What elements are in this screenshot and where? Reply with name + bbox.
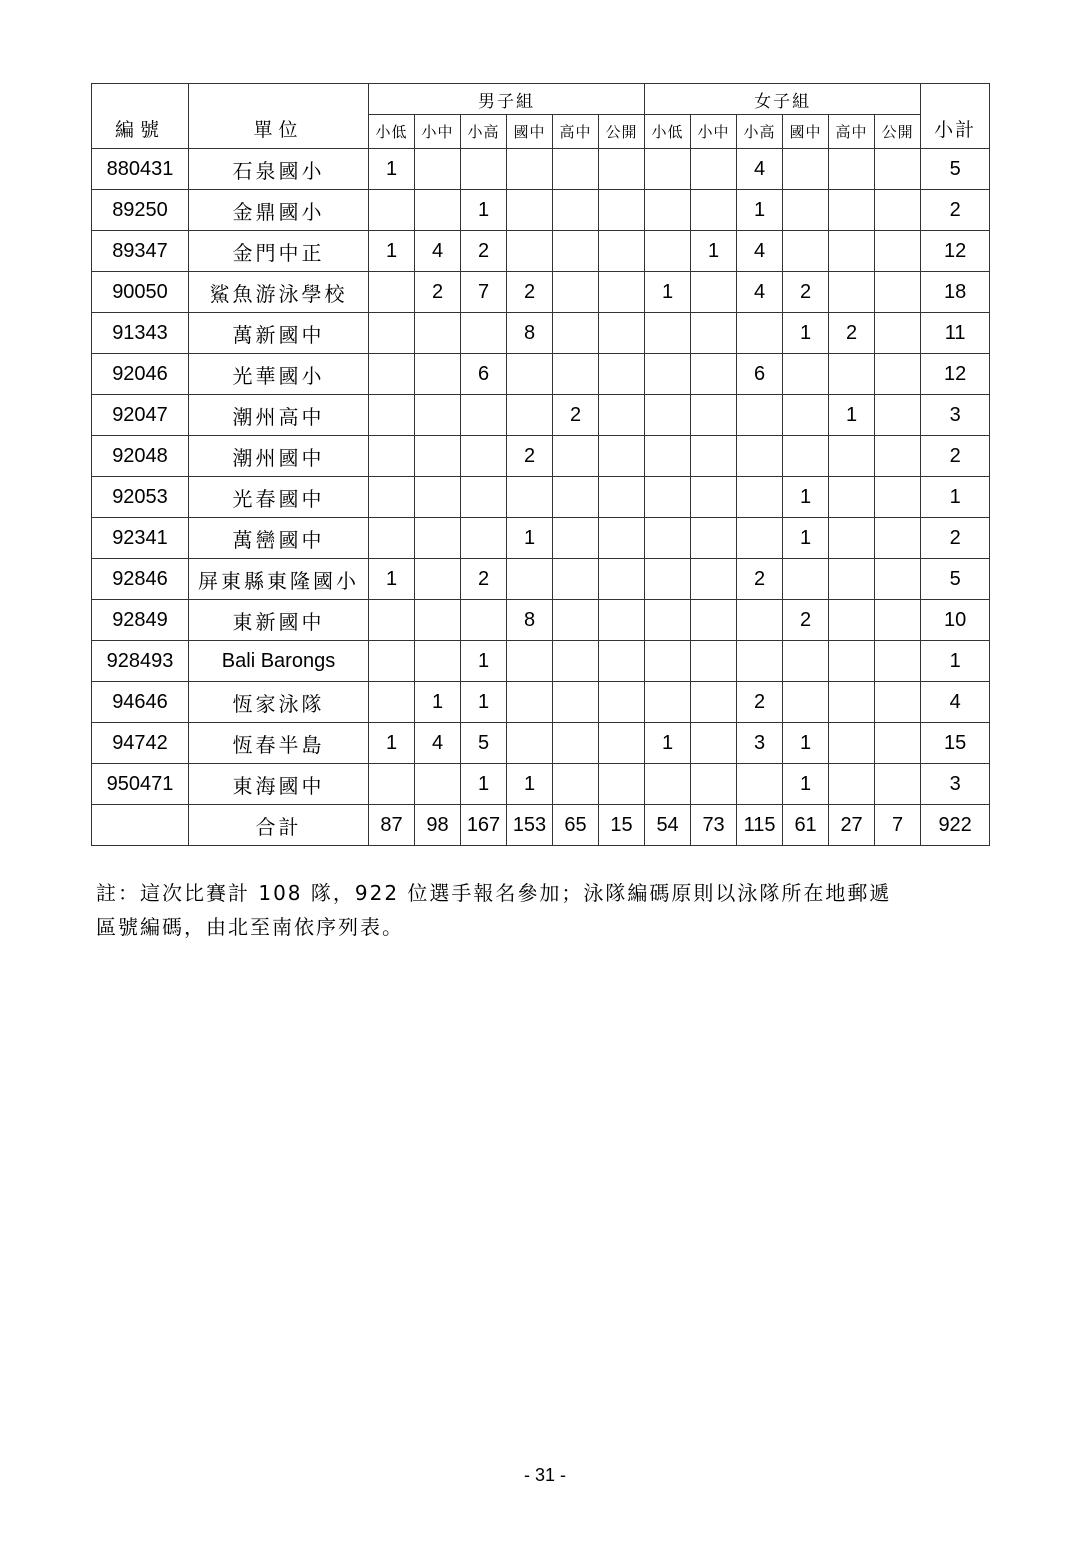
total-count-cell: 167 — [461, 805, 507, 846]
count-cell — [645, 190, 691, 231]
count-cell — [599, 559, 645, 600]
count-cell — [553, 313, 599, 354]
subtotal-cell: 11 — [921, 313, 990, 354]
count-cell — [875, 313, 921, 354]
team-id-cell: 94742 — [92, 723, 189, 764]
table-row — [92, 764, 990, 805]
count-cell — [553, 149, 599, 190]
count-cell: 2 — [829, 313, 875, 354]
count-cell: 7 — [461, 272, 507, 313]
count-cell — [737, 600, 783, 641]
count-cell: 1 — [783, 518, 829, 559]
count-cell — [875, 559, 921, 600]
count-cell — [737, 436, 783, 477]
table-row — [92, 190, 990, 231]
count-cell — [645, 477, 691, 518]
count-cell — [829, 518, 875, 559]
count-cell — [691, 518, 737, 559]
team-unit-cell: 潮州高中 — [189, 395, 369, 436]
count-cell — [645, 641, 691, 682]
count-cell — [599, 190, 645, 231]
count-cell — [599, 477, 645, 518]
count-cell — [829, 764, 875, 805]
count-cell — [461, 600, 507, 641]
subtotal-cell: 1 — [921, 477, 990, 518]
count-cell: 4 — [415, 231, 461, 272]
count-cell — [507, 354, 553, 395]
count-cell: 1 — [461, 190, 507, 231]
team-unit-cell: 東新國中 — [189, 600, 369, 641]
count-cell: 8 — [507, 600, 553, 641]
count-cell — [369, 190, 415, 231]
count-cell — [783, 436, 829, 477]
count-cell — [645, 518, 691, 559]
total-count-cell: 73 — [691, 805, 737, 846]
count-cell — [645, 395, 691, 436]
count-cell — [599, 682, 645, 723]
count-cell — [737, 641, 783, 682]
count-cell — [783, 190, 829, 231]
count-cell — [875, 600, 921, 641]
subtotal-cell: 5 — [921, 149, 990, 190]
count-cell: 2 — [507, 272, 553, 313]
table-row — [92, 518, 990, 559]
count-cell — [691, 682, 737, 723]
count-cell — [599, 313, 645, 354]
count-cell — [783, 641, 829, 682]
table-row — [92, 641, 990, 682]
header-subtotal: 小計 — [921, 84, 990, 149]
count-cell — [461, 395, 507, 436]
footnote-line-2: 區號編碼，由北至南依序列表。 — [96, 915, 404, 939]
count-cell — [691, 313, 737, 354]
count-cell — [599, 395, 645, 436]
count-cell — [507, 559, 553, 600]
count-cell — [783, 354, 829, 395]
header-id: 編號 — [92, 84, 189, 149]
sub-header-cell: 公開 — [599, 115, 645, 149]
count-cell — [369, 477, 415, 518]
table-row — [92, 723, 990, 764]
table-row — [92, 354, 990, 395]
count-cell — [599, 518, 645, 559]
count-cell — [553, 231, 599, 272]
total-count-cell: 54 — [645, 805, 691, 846]
count-cell — [875, 764, 921, 805]
total-count-cell: 7 — [875, 805, 921, 846]
count-cell: 2 — [415, 272, 461, 313]
count-cell — [507, 641, 553, 682]
count-cell — [369, 518, 415, 559]
count-cell — [783, 395, 829, 436]
count-cell — [415, 477, 461, 518]
subtotal-cell: 2 — [921, 518, 990, 559]
sub-header-cell: 高中 — [829, 115, 875, 149]
subtotal-cell: 12 — [921, 354, 990, 395]
team-id-cell: 92048 — [92, 436, 189, 477]
team-id-cell: 89250 — [92, 190, 189, 231]
count-cell — [599, 354, 645, 395]
count-cell: 4 — [415, 723, 461, 764]
count-cell — [461, 436, 507, 477]
count-cell: 4 — [737, 231, 783, 272]
table-row — [92, 682, 990, 723]
count-cell — [553, 641, 599, 682]
count-cell — [737, 477, 783, 518]
table-row — [92, 149, 990, 190]
count-cell: 2 — [783, 272, 829, 313]
team-unit-cell: 潮州國中 — [189, 436, 369, 477]
count-cell — [645, 149, 691, 190]
count-cell — [737, 313, 783, 354]
table-row — [92, 600, 990, 641]
count-cell: 1 — [691, 231, 737, 272]
count-cell — [599, 231, 645, 272]
count-cell — [599, 600, 645, 641]
count-cell — [829, 354, 875, 395]
team-unit-cell: 萬巒國中 — [189, 518, 369, 559]
count-cell — [829, 436, 875, 477]
table-row — [92, 477, 990, 518]
count-cell — [691, 190, 737, 231]
count-cell — [875, 518, 921, 559]
count-cell — [553, 559, 599, 600]
count-cell — [415, 559, 461, 600]
sub-header-cell: 小低 — [645, 115, 691, 149]
count-cell — [553, 682, 599, 723]
sub-header-cell: 公開 — [875, 115, 921, 149]
count-cell: 1 — [507, 518, 553, 559]
count-cell — [369, 641, 415, 682]
count-cell — [875, 354, 921, 395]
team-unit-cell: 屏東縣東隆國小 — [189, 559, 369, 600]
count-cell: 1 — [415, 682, 461, 723]
count-cell — [691, 149, 737, 190]
count-cell — [875, 477, 921, 518]
count-cell — [829, 149, 875, 190]
team-id-cell: 91343 — [92, 313, 189, 354]
count-cell: 2 — [737, 559, 783, 600]
team-id-cell: 94646 — [92, 682, 189, 723]
count-cell — [645, 436, 691, 477]
count-cell — [645, 354, 691, 395]
team-unit-cell: 恆春半島 — [189, 723, 369, 764]
team-unit-cell: Bali Barongs — [189, 641, 369, 682]
count-cell — [645, 559, 691, 600]
table-row — [92, 272, 990, 313]
sub-header-cell: 國中 — [783, 115, 829, 149]
count-cell — [829, 477, 875, 518]
team-id-cell: 928493 — [92, 641, 189, 682]
team-id-cell: 92053 — [92, 477, 189, 518]
count-cell — [415, 354, 461, 395]
total-count-cell: 115 — [737, 805, 783, 846]
subtotal-cell: 4 — [921, 682, 990, 723]
total-count-cell: 27 — [829, 805, 875, 846]
count-cell — [415, 518, 461, 559]
count-cell — [691, 395, 737, 436]
count-cell: 2 — [553, 395, 599, 436]
team-id-cell: 880431 — [92, 149, 189, 190]
count-cell: 1 — [369, 231, 415, 272]
count-cell: 6 — [737, 354, 783, 395]
total-count-cell: 153 — [507, 805, 553, 846]
count-cell — [691, 641, 737, 682]
subtotal-cell: 3 — [921, 764, 990, 805]
subtotal-cell: 12 — [921, 231, 990, 272]
count-cell — [599, 272, 645, 313]
header-girls-group: 女子組 — [645, 84, 921, 115]
total-count-cell: 98 — [415, 805, 461, 846]
team-unit-cell: 金鼎國小 — [189, 190, 369, 231]
count-cell — [829, 723, 875, 764]
count-cell — [461, 518, 507, 559]
count-cell — [737, 518, 783, 559]
subtotal-cell: 2 — [921, 436, 990, 477]
total-count-cell: 61 — [783, 805, 829, 846]
count-cell: 3 — [737, 723, 783, 764]
count-cell: 1 — [369, 149, 415, 190]
count-cell — [875, 395, 921, 436]
count-cell — [599, 723, 645, 764]
count-cell: 5 — [461, 723, 507, 764]
count-cell — [875, 149, 921, 190]
count-cell — [875, 682, 921, 723]
team-unit-cell: 東海國中 — [189, 764, 369, 805]
count-cell — [875, 272, 921, 313]
count-cell: 1 — [737, 190, 783, 231]
count-cell — [737, 395, 783, 436]
count-cell: 8 — [507, 313, 553, 354]
count-cell — [829, 641, 875, 682]
count-cell — [415, 764, 461, 805]
count-cell — [507, 395, 553, 436]
count-cell — [645, 682, 691, 723]
count-cell: 1 — [829, 395, 875, 436]
count-cell — [507, 723, 553, 764]
team-id-cell: 92046 — [92, 354, 189, 395]
count-cell — [691, 354, 737, 395]
count-cell — [369, 600, 415, 641]
count-cell — [783, 559, 829, 600]
count-cell — [691, 600, 737, 641]
count-cell — [599, 149, 645, 190]
count-cell — [369, 313, 415, 354]
count-cell: 6 — [461, 354, 507, 395]
subtotal-cell: 18 — [921, 272, 990, 313]
count-cell — [507, 477, 553, 518]
team-unit-cell: 萬新國中 — [189, 313, 369, 354]
team-id-cell: 90050 — [92, 272, 189, 313]
registration-table — [91, 83, 990, 846]
count-cell: 1 — [783, 477, 829, 518]
count-cell — [875, 436, 921, 477]
count-cell — [875, 231, 921, 272]
total-count-cell: 65 — [553, 805, 599, 846]
count-cell — [599, 764, 645, 805]
sub-header-cell: 小高 — [461, 115, 507, 149]
count-cell — [875, 723, 921, 764]
count-cell — [599, 436, 645, 477]
sub-header-cell: 小中 — [691, 115, 737, 149]
count-cell — [553, 272, 599, 313]
count-cell — [645, 600, 691, 641]
team-id-cell: 92341 — [92, 518, 189, 559]
count-cell — [645, 231, 691, 272]
count-cell — [369, 272, 415, 313]
count-cell — [645, 313, 691, 354]
count-cell — [829, 682, 875, 723]
team-unit-cell: 鯊魚游泳學校 — [189, 272, 369, 313]
subtotal-cell: 15 — [921, 723, 990, 764]
count-cell — [691, 723, 737, 764]
subtotal-cell: 10 — [921, 600, 990, 641]
sub-header-cell: 小中 — [415, 115, 461, 149]
count-cell — [461, 149, 507, 190]
count-cell — [829, 190, 875, 231]
count-cell — [415, 190, 461, 231]
table-row — [92, 231, 990, 272]
count-cell — [507, 149, 553, 190]
header-boys-group: 男子組 — [369, 84, 645, 115]
page-number: - 31 - — [523, 1465, 566, 1485]
count-cell — [599, 641, 645, 682]
team-id-cell: 89347 — [92, 231, 189, 272]
count-cell — [415, 149, 461, 190]
count-cell — [461, 313, 507, 354]
count-cell: 1 — [461, 682, 507, 723]
table-row — [92, 313, 990, 354]
count-cell — [415, 313, 461, 354]
total-row — [92, 805, 990, 846]
subtotal-cell: 1 — [921, 641, 990, 682]
total-blank-cell — [92, 805, 189, 846]
count-cell — [553, 436, 599, 477]
team-unit-cell: 光春國中 — [189, 477, 369, 518]
count-cell — [369, 354, 415, 395]
count-cell — [461, 477, 507, 518]
table-row — [92, 395, 990, 436]
count-cell — [415, 436, 461, 477]
count-cell — [369, 764, 415, 805]
count-cell — [553, 354, 599, 395]
footnote-line-1: 註：這次比賽計 108 隊，922 位選手報名參加；泳隊編碼原則以泳隊所在地郵遞 — [96, 881, 892, 905]
count-cell: 1 — [645, 272, 691, 313]
count-cell: 2 — [507, 436, 553, 477]
team-unit-cell: 恆家泳隊 — [189, 682, 369, 723]
count-cell: 4 — [737, 149, 783, 190]
count-cell — [369, 436, 415, 477]
sub-header-cell: 國中 — [507, 115, 553, 149]
count-cell — [875, 641, 921, 682]
subtotal-cell: 2 — [921, 190, 990, 231]
team-id-cell: 92047 — [92, 395, 189, 436]
team-unit-cell: 金門中正 — [189, 231, 369, 272]
sub-header-cell: 高中 — [553, 115, 599, 149]
table-body — [92, 149, 990, 846]
team-unit-cell: 光華國小 — [189, 354, 369, 395]
count-cell — [691, 764, 737, 805]
count-cell — [783, 149, 829, 190]
count-cell: 4 — [737, 272, 783, 313]
count-cell — [829, 600, 875, 641]
count-cell: 1 — [507, 764, 553, 805]
total-count-cell: 87 — [369, 805, 415, 846]
sub-header-cell: 小低 — [369, 115, 415, 149]
count-cell — [783, 682, 829, 723]
table-row — [92, 436, 990, 477]
count-cell — [691, 272, 737, 313]
count-cell: 1 — [783, 764, 829, 805]
count-cell: 1 — [369, 559, 415, 600]
header-unit: 單位 — [189, 84, 369, 149]
count-cell — [829, 559, 875, 600]
count-cell — [691, 436, 737, 477]
team-id-cell: 92849 — [92, 600, 189, 641]
team-id-cell: 92846 — [92, 559, 189, 600]
count-cell — [691, 559, 737, 600]
count-cell — [507, 231, 553, 272]
sub-header-cell: 小高 — [737, 115, 783, 149]
count-cell — [553, 600, 599, 641]
subtotal-cell: 3 — [921, 395, 990, 436]
count-cell: 2 — [783, 600, 829, 641]
count-cell — [553, 477, 599, 518]
table-row — [92, 559, 990, 600]
count-cell: 1 — [369, 723, 415, 764]
count-cell — [415, 600, 461, 641]
count-cell: 1 — [783, 313, 829, 354]
count-cell — [737, 764, 783, 805]
count-cell — [645, 764, 691, 805]
count-cell: 2 — [737, 682, 783, 723]
count-cell — [691, 477, 737, 518]
count-cell — [783, 231, 829, 272]
count-cell — [553, 190, 599, 231]
count-cell: 1 — [645, 723, 691, 764]
count-cell — [553, 723, 599, 764]
count-cell — [369, 395, 415, 436]
team-unit-cell: 石泉國小 — [189, 149, 369, 190]
count-cell — [507, 682, 553, 723]
count-cell — [415, 641, 461, 682]
total-count-cell: 15 — [599, 805, 645, 846]
count-cell — [553, 518, 599, 559]
grand-total-cell: 922 — [921, 805, 990, 846]
total-label: 合計 — [189, 805, 369, 846]
count-cell — [875, 190, 921, 231]
team-id-cell: 950471 — [92, 764, 189, 805]
count-cell — [553, 764, 599, 805]
count-cell: 2 — [461, 559, 507, 600]
count-cell — [415, 395, 461, 436]
count-cell: 2 — [461, 231, 507, 272]
subtotal-cell: 5 — [921, 559, 990, 600]
count-cell: 1 — [461, 764, 507, 805]
count-cell — [369, 682, 415, 723]
count-cell — [829, 272, 875, 313]
count-cell — [507, 190, 553, 231]
count-cell: 1 — [783, 723, 829, 764]
count-cell: 1 — [461, 641, 507, 682]
footnote — [96, 876, 996, 944]
count-cell — [829, 231, 875, 272]
